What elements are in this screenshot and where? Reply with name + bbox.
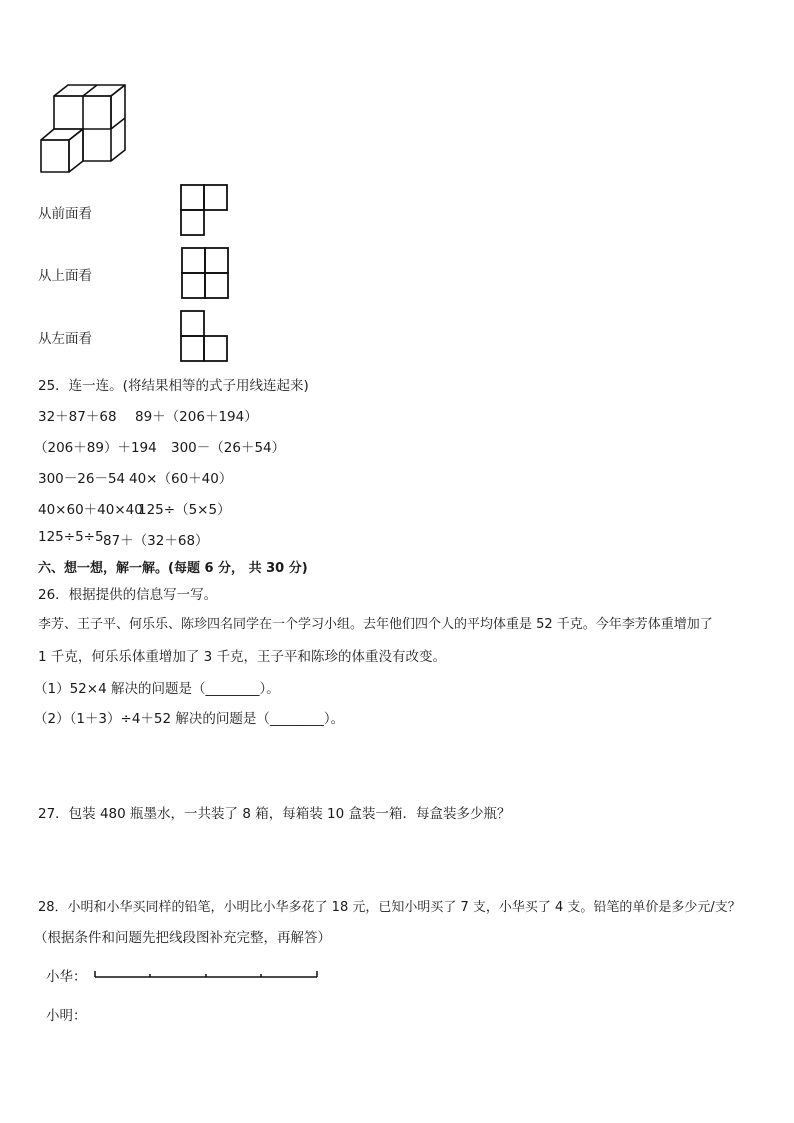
- q25-row3-right: 40×（60＋40）: [129, 471, 233, 487]
- xiaohua-segment-line: [93, 966, 319, 982]
- q26-sub1: （1）52×4 解决的问题是（________）。: [34, 681, 280, 697]
- q26-line2: 1 千克，何乐乐体重增加了 3 千克，王子平和陈珍的体重没有改变。: [38, 649, 447, 665]
- q25-row2-right: 300－（26＋54）: [171, 440, 286, 456]
- q28-line2: （根据条件和问题先把线段图补充完整，再解答）: [34, 930, 331, 946]
- q27-text: 27．包装 480 瓶墨水，一共装了 8 箱，每箱装 10 盒装一箱．每盒装多少瓶？: [38, 806, 511, 822]
- q25-row2-left: （206＋89）＋194: [34, 440, 157, 456]
- q25-row1-left: 32＋87＋68: [38, 409, 117, 425]
- q25-title: 25．连一连。(将结果相等的式子用线连起来): [38, 378, 309, 394]
- section6-heading: 六、想一想，解一解。(每题 6 分， 共 30 分): [38, 561, 308, 576]
- q28-line1: 28．小明和小华买同样的铅笔，小明比小华多花了 18 元，已知小明买了 7 支，小华买了 4 支。铅笔的单价是多少元/支？: [38, 900, 741, 915]
- q26-line1: 李芳、王子平、何乐乐、陈珍四名同学在一个学习小组。去年他们四个人的平均体重是 52 千克。今年李芳体重增加了: [38, 617, 713, 632]
- left-view-grid: [180, 310, 229, 363]
- left-view-label: 从左面看: [38, 331, 92, 347]
- front-view-label: 从前面看: [38, 206, 92, 222]
- q25-row1-right: 89＋（206＋194）: [135, 409, 258, 425]
- q28-label-xiaohua: 小华：: [46, 969, 87, 985]
- q26-title: 26．根据提供的信息写一写。: [38, 587, 218, 603]
- q25-row4-right: 125÷（5×5）: [138, 502, 231, 518]
- top-view-grid: [181, 247, 230, 300]
- q25-row5-right: 87＋（32＋68）: [103, 533, 209, 549]
- q28-label-xiaoming: 小明：: [46, 1008, 87, 1024]
- top-view-label: 从上面看: [38, 268, 92, 284]
- q25-row4-left: 40×60＋40×40: [38, 502, 143, 518]
- cube-stack-drawing: [38, 82, 133, 174]
- q25-row5-left: 125÷5÷5: [38, 529, 104, 545]
- front-view-grid: [180, 184, 228, 236]
- q26-sub2: （2）（1＋3）÷4＋52 解决的问题是（________）。: [34, 711, 345, 727]
- q25-row3-left: 300－26－54: [38, 471, 126, 487]
